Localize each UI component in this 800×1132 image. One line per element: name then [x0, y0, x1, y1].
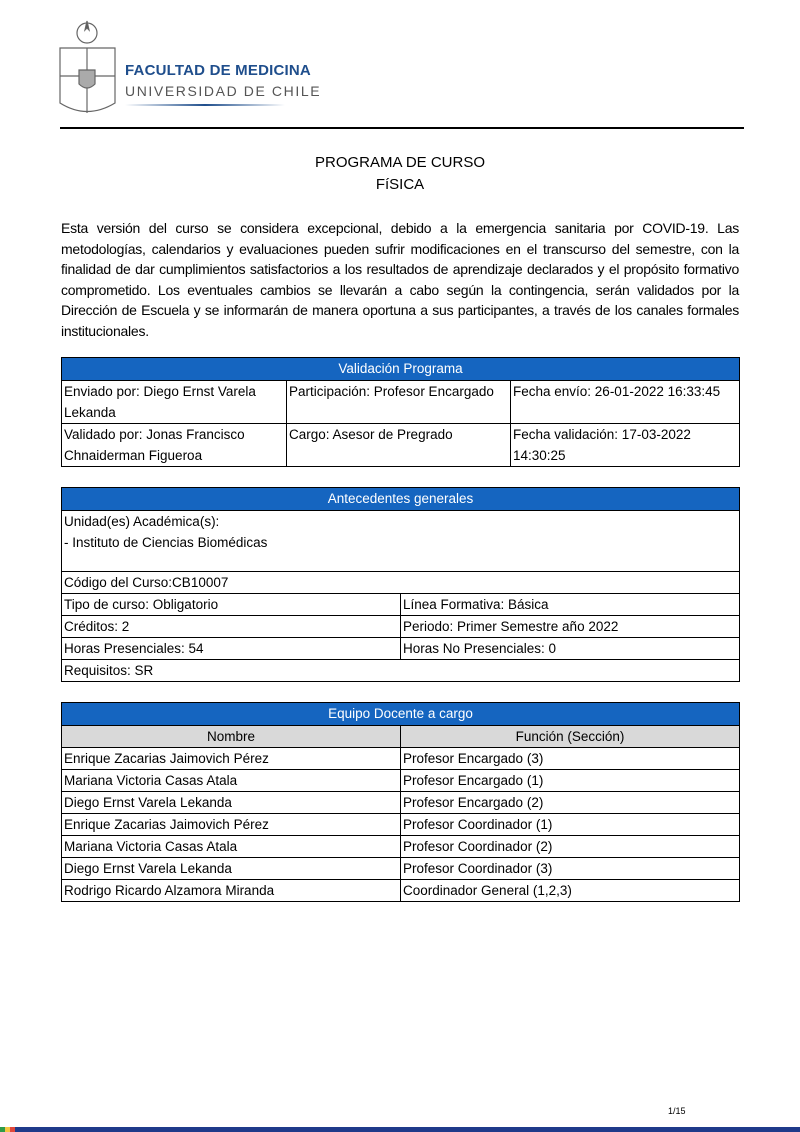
- table-row: [62, 858, 740, 880]
- page-title: PROGRAMA DE CURSO: [314, 154, 486, 171]
- teacher-role: Profesor Encargado (3): [401, 748, 740, 770]
- general-info-table: [61, 487, 740, 682]
- teacher-role: Profesor Encargado (1): [401, 770, 740, 792]
- teacher-name: Enrique Zacarias Jaimovich Pérez: [62, 748, 401, 770]
- table-row: [62, 792, 740, 814]
- column-header-role: Función (Sección): [401, 726, 740, 748]
- table-row: [62, 748, 740, 770]
- validation-table: [61, 357, 740, 467]
- validated-by: Validado por: Jonas Francisco Chnaiderman Figueroa: [62, 424, 287, 467]
- logo-underline: [125, 104, 285, 106]
- faculty-logo: [55, 18, 322, 123]
- teacher-name: Mariana Victoria Casas Atala: [62, 836, 401, 858]
- teacher-name: Diego Ernst Varela Lekanda: [62, 792, 401, 814]
- column-header-name: Nombre: [62, 726, 401, 748]
- course-name: FíSICA: [375, 176, 425, 193]
- in-person-hours: Horas Presenciales: 54: [62, 638, 401, 660]
- course-type: Tipo de curso: Obligatorio: [62, 594, 401, 616]
- credits: Créditos: 2: [62, 616, 401, 638]
- course-code: Código del Curso:CB10007: [62, 572, 740, 594]
- university-crest-icon: [55, 18, 120, 123]
- teacher-role: Profesor Coordinador (1): [401, 814, 740, 836]
- table-row: [62, 836, 740, 858]
- document-body: [61, 152, 739, 902]
- sent-date: Fecha envío: 26-01-2022 16:33:45: [511, 381, 740, 424]
- teacher-name: Mariana Victoria Casas Atala: [62, 770, 401, 792]
- teacher-role: Profesor Encargado (2): [401, 792, 740, 814]
- teacher-name: Enrique Zacarias Jaimovich Pérez: [62, 814, 401, 836]
- teacher-role: Coordinador General (1,2,3): [401, 880, 740, 902]
- academic-units-value: - Instituto de Ciencias Biomédicas: [64, 535, 268, 550]
- teaching-team-table: [61, 702, 740, 902]
- footer-stripe-red: [10, 1127, 15, 1132]
- header-divider: [60, 127, 744, 129]
- sent-by: Enviado por: Diego Ernst Varela Lekanda: [62, 381, 287, 424]
- teacher-name: Diego Ernst Varela Lekanda: [62, 858, 401, 880]
- logo-line2: UNIVERSIDAD DE CHILE: [125, 83, 322, 99]
- validation-date: Fecha validación: 17-03-2022 14:30:25: [511, 424, 740, 467]
- table-row: [62, 880, 740, 902]
- intro-paragraph: Esta versión del curso se considera excepcional, debido a la emergencia sanitaria por COVID-19. Las metodologías, calendarios y evaluaciones pueden sufrir modificaciones en el transcurso del semestre, con la finalidad de dar cumplimientos satisfactorios a los resultados de aprendizaje declarados y el propósito formativo comprometido. Los eventuales cambios se llevarán a cabo según la contingencia, serán validados por la Dirección de Escuela y se informarán de manera oportuna a sus participantes, a través de los canales formales institucionales.: [61, 220, 739, 339]
- academic-units-label: Unidad(es) Académica(s):: [64, 514, 220, 529]
- training-line: Línea Formativa: Básica: [401, 594, 740, 616]
- teacher-role: Profesor Coordinador (3): [401, 858, 740, 880]
- teaching-team-header: Equipo Docente a cargo: [62, 703, 740, 726]
- general-info-header: Antecedentes generales: [62, 488, 740, 511]
- table-row: [62, 770, 740, 792]
- page-number: 1/15: [668, 1106, 686, 1116]
- table-row: [62, 814, 740, 836]
- remote-hours: Horas No Presenciales: 0: [401, 638, 740, 660]
- requirements: Requisitos: SR: [62, 660, 740, 682]
- validation-header: Validación Programa: [62, 358, 740, 381]
- period: Periodo: Primer Semestre año 2022: [401, 616, 740, 638]
- teacher-role: Profesor Coordinador (2): [401, 836, 740, 858]
- participation: Participación: Profesor Encargado: [287, 381, 511, 424]
- footer-bar: [0, 1127, 800, 1132]
- academic-units: [62, 511, 740, 572]
- logo-line1: FACULTAD DE MEDICINA: [125, 62, 311, 79]
- position: Cargo: Asesor de Pregrado: [287, 424, 511, 467]
- teacher-name: Rodrigo Ricardo Alzamora Miranda: [62, 880, 401, 902]
